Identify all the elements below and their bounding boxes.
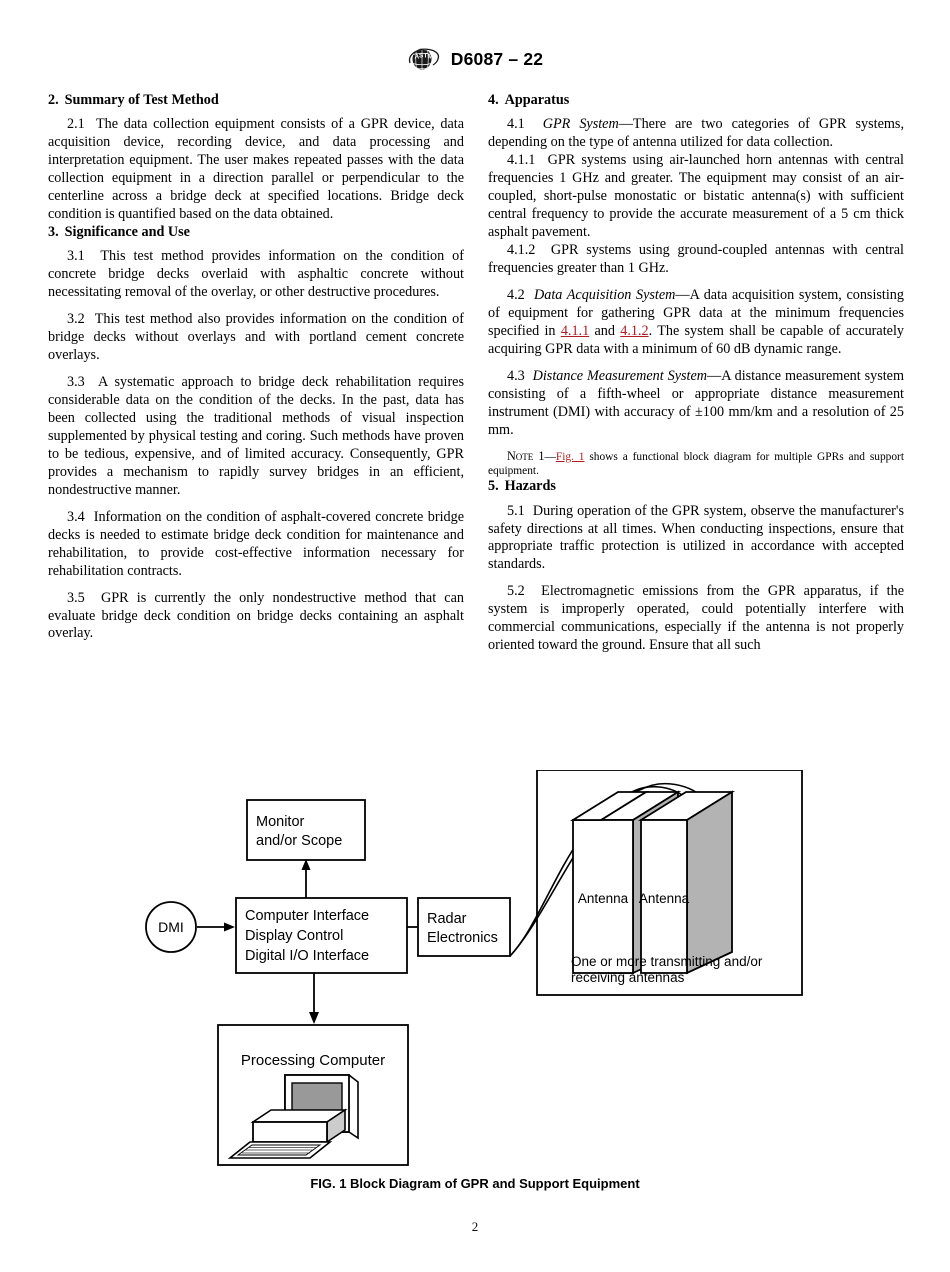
para-label-5-2: 5.2: [507, 583, 525, 600]
processing-computer-label: Processing Computer: [240, 1052, 386, 1069]
page-header: [0, 46, 950, 72]
svg-text:M: M: [427, 53, 433, 61]
para-text-4-2-b: and: [589, 322, 621, 339]
paragraph-3-1: [48, 248, 464, 302]
paragraph-4-3: [488, 368, 904, 440]
paragraph-4-1: [488, 116, 904, 152]
paragraph-2-1: [48, 116, 464, 224]
note-1: [488, 449, 904, 479]
section-heading-3: [48, 224, 464, 241]
para-text-3-5: GPR is currently the only nondestructive method that can evaluate bridge deck condition on bridge decks containing an asphalt overlay.: [48, 589, 464, 642]
svg-text:T: T: [423, 52, 428, 60]
para-text-3-2: This test method also provides information on the condition of bridge decks without overlays and with portland cement concrete overlays.: [48, 311, 464, 364]
figure-caption: FIG. 1 Block Diagram of GPR and Support Equipment: [310, 1176, 640, 1191]
radar-label-line1: Radar: [427, 911, 467, 927]
monitor-label-line1: Monitor: [256, 814, 305, 830]
section-3-number: 3.: [48, 224, 59, 241]
paragraph-5-1: [488, 503, 904, 575]
section-2-number: 2.: [48, 92, 59, 108]
para-text-2-1: The data collection equipment consists of a GPR device, data acquisition device, recording device, and data processing and interpretation equipment. The user makes repeated passes with the data collection equipment in a direction parallel or perpendicular to the centerline across a bridge deck at specified locations. Bridge deck condition is quantified based on the data obtained.: [48, 116, 464, 223]
para-text-4-2-c: . The system shall be capable of accurately acquiring GPR data with a minimum of 60 dB dynamic range.: [488, 322, 904, 357]
para-label-4-1-1: 4.1.1: [507, 152, 536, 169]
para-label-4-3: 4.3: [507, 367, 525, 384]
paragraph-4-1-1: [488, 152, 904, 242]
para-text-4-2-a: —A data acquisition system, consisting of equipment for gathering GPR data at the minimum frequencies specified in: [488, 286, 904, 339]
left-column: [48, 92, 464, 655]
para-text-3-4: Information on the condition of asphalt-covered concrete bridge decks is needed to estimate bridge deck condition for maintenance and rehabilitation, to provide cost-effective information necessary for rehabilitation contracts.: [48, 508, 464, 579]
radar-label-line2: Electronics: [427, 930, 498, 946]
arrow-interface-to-monitor: [302, 859, 311, 900]
note-label: Note 1: [507, 448, 545, 463]
para-label-3-2: 3.2: [67, 311, 85, 328]
antenna-caption-line1: One or more transmitting and/or: [571, 954, 763, 969]
arrow-interface-to-processing-computer: [309, 973, 319, 1024]
para-label-3-4: 3.4: [67, 508, 85, 525]
right-column: [488, 92, 904, 655]
para-text-3-3: A systematic approach to bridge deck rehabilitation requires considerable data on the condition of the decks. In the past, data has been collected using the traditional methods of visual inspection supplemented by physical testing and coring. Such methods have proven to be tedious, expensive, and of limited accuracy. Consequently, GPR provides a mechanism to rapidly survey bridges in an efficient, nondestructive manner.: [48, 374, 465, 498]
section-4-title: Apparatus: [504, 92, 570, 108]
para-text-5-1: During operation of the GPR system, observe the manufacturer's safety directions at all times. When conducting inspections, ensure that appropriate traffic protection is utilized in accordance with accepted standards.: [488, 502, 904, 573]
note-dash: —: [544, 450, 556, 463]
node-computer-interface: [236, 898, 407, 973]
node-processing-computer: [218, 1025, 408, 1165]
section-heading-4: [488, 92, 904, 109]
section-heading-5: [488, 478, 904, 495]
antenna-1-label: Antenna: [577, 891, 629, 906]
document-id: D6087 – 22: [450, 48, 544, 69]
paragraph-3-4: [48, 509, 464, 581]
para-text-5-2: Electromagnetic emissions from the GPR apparatus, if the system is improperly operated, could potentially interfere with commercial communications, especially if the antenna is not properly oriented toward the ground. Ensure that all such: [488, 583, 905, 654]
section-heading-2: [48, 92, 464, 109]
interface-label-line3: Digital I/O Interface: [245, 948, 370, 964]
section-2-title: Summary of Test Method: [64, 92, 219, 108]
node-dmi: [146, 902, 196, 952]
note-text: shows a functional block diagram for multiple GPRs and support equipment.: [488, 450, 905, 477]
two-column-body: [48, 92, 904, 655]
arrow-dmi-to-interface: [197, 923, 235, 932]
cross-ref-link-4-1-2[interactable]: 4.1.2: [620, 322, 649, 339]
para-label-5-1: 5.1: [507, 502, 525, 519]
antenna-caption-line2: receiving antennas: [571, 970, 685, 985]
antenna-box-2: [639, 792, 732, 973]
paragraph-3-2: [48, 311, 464, 365]
section-4-number: 4.: [488, 92, 499, 108]
para-label-3-1: 3.1: [67, 248, 85, 265]
term-distance-measurement-system: Distance Measurement System: [532, 367, 708, 384]
term-gpr-system: GPR System: [542, 116, 619, 133]
monitor-label-line2: and/or Scope: [256, 833, 343, 849]
cross-ref-link-fig-1[interactable]: Fig. 1: [555, 450, 585, 463]
para-text-4-1-1: GPR systems using air-launched horn antennas with central frequencies 1 GHz and greater. The equipment may consist of an air-coupled, short-pulse monostatic or bistatic antenna(s) with sufficient central frequency to provide the accurate measurement of a 5 cm thick asphalt pavement.: [488, 152, 904, 241]
para-label-4-2: 4.2: [507, 286, 525, 303]
para-text-4-1-2: GPR systems using ground-coupled antennas with central frequencies greater than 1 GHz.: [488, 241, 904, 276]
paragraph-4-2: [488, 287, 904, 359]
interface-label-line1: Computer Interface: [245, 908, 370, 924]
dmi-label: DMI: [158, 919, 184, 935]
paragraph-3-3: [48, 374, 464, 500]
para-label-3-5: 3.5: [67, 589, 85, 606]
figure-1-block-diagram: [0, 770, 950, 1200]
svg-text:S: S: [418, 52, 424, 60]
para-label-3-3: 3.3: [67, 374, 85, 391]
page-number: 2: [471, 1219, 479, 1234]
paragraph-5-2: [488, 583, 904, 655]
para-label-4-1: 4.1: [507, 116, 525, 133]
para-text-4-3: —A distance measurement system consisting of a fifth-wheel or appropriate distance measurement instrument (DMI) with accuracy of ±100 mm/km and a resolution of 25 mm.: [488, 367, 904, 438]
section-3-title: Significance and Use: [64, 224, 190, 241]
para-text-4-1: —There are two categories of GPR systems, depending on the type of antenna utilized for data collection.: [488, 116, 904, 151]
cross-ref-link-4-1-1[interactable]: 4.1.1: [560, 322, 590, 339]
para-label-4-1-2: 4.1.2: [507, 241, 536, 258]
section-5-number: 5.: [488, 478, 499, 495]
paragraph-4-1-2: [488, 242, 904, 278]
antenna-2-label: Antenna: [638, 891, 690, 906]
term-data-acquisition-system: Data Acquisition System: [534, 286, 676, 303]
para-text-3-1: This test method provides information on the condition of concrete bridge decks overlaid with asphaltic concrete without necessitating removal of the overlay, or other destructive procedures.: [48, 248, 464, 301]
paragraph-3-5: [48, 590, 464, 644]
node-monitor: [247, 800, 365, 860]
para-label-2-1: 2.1: [67, 116, 85, 133]
interface-label-line2: Display Control: [245, 928, 344, 944]
block-diagram-svg: [0, 770, 950, 1200]
node-radar-electronics: [418, 898, 510, 956]
section-5-title: Hazards: [504, 478, 556, 495]
svg-text:A: A: [414, 53, 419, 61]
astm-logo-icon: [407, 46, 441, 72]
